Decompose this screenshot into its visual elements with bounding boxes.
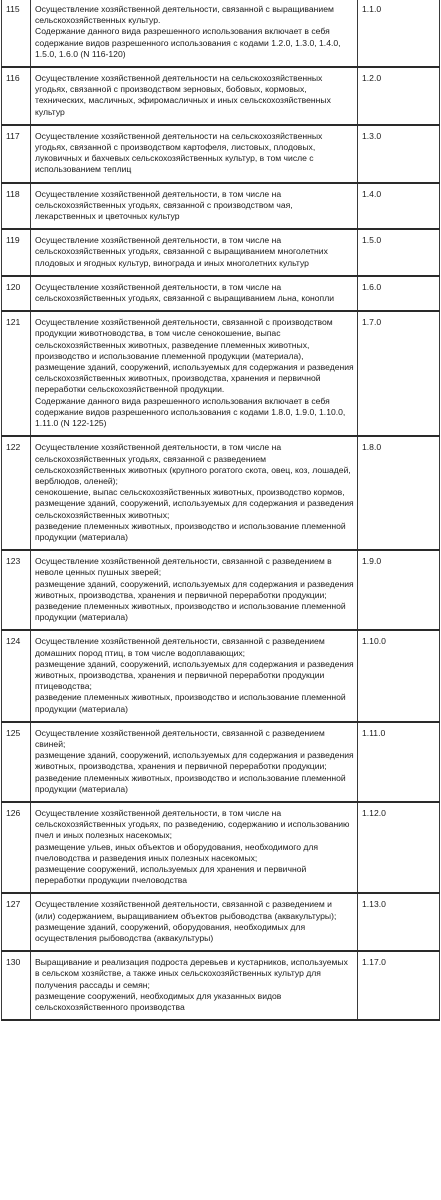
description-paragraph: Осуществление хозяйственной деятельности, в том числе на сельскохозяйственных угодьях, связанной с выращиванием льна, конопли	[35, 281, 335, 304]
description-paragraph: Осуществление хозяйственной деятельности, в том числе на сельскохозяйственных угодьях, связанной с производством чая, лекарственных и цветочных культур	[35, 188, 293, 222]
description-paragraph: Осуществление хозяйственной деятельности, связанной с разведением и (или) содержанием, выращиванием объектов рыбоводства (аквакультуры); размещение зданий, сооружений, оборудования, необходимых для осуществления рыбоводства (аквакультуры)	[35, 899, 337, 944]
table-row	[2, 802, 440, 893]
table-row	[2, 229, 440, 276]
row-code: 1.12.0	[358, 802, 440, 893]
row-number: 124	[2, 630, 31, 721]
row-description	[31, 802, 358, 893]
description-paragraph: разведение племенных животных, производство и использование племенной продукции (материала)	[35, 772, 346, 794]
row-number: 122	[2, 436, 31, 550]
table-row	[2, 722, 440, 802]
row-description	[31, 436, 358, 550]
description-paragraph: разведение племенных животных, производство и использование племенной продукции (материала)	[35, 520, 346, 542]
description-paragraph: Осуществление хозяйственной деятельности, в том числе на сельскохозяйственных угодьях, по разведению, содержанию и использованию пчел и иных полезных насекомых;	[35, 807, 350, 841]
row-number: 116	[2, 67, 31, 125]
description-paragraph: Осуществление хозяйственной деятельности, связанной с разведением свиней;	[35, 727, 325, 749]
row-code: 1.6.0	[358, 276, 440, 311]
land-use-table	[1, 0, 440, 1021]
row-number: 121	[2, 311, 31, 436]
row-description	[31, 550, 358, 630]
table-row	[2, 125, 440, 183]
row-code: 1.1.0	[358, 0, 440, 67]
row-description	[31, 722, 358, 802]
description-paragraph: Осуществление хозяйственной деятельности, связанной с производством продукции животноводства, в том числе сенокошение, выпас сельскохозяйственных животных, разведение племенных животных, производство и использование племенной продукции (материала), размещение зданий, сооружений, используемых для содержания и разведения сельскохозяйственных животных, производства, хранения и первичной переработки сельскохозяйственной продукции.	[35, 317, 354, 395]
row-code: 1.7.0	[358, 311, 440, 436]
description-paragraph: Осуществление хозяйственной деятельности, связанной с разведением в неволе ценных пушных зверей;	[35, 556, 332, 578]
table-row	[2, 0, 440, 67]
row-code: 1.8.0	[358, 436, 440, 550]
row-code: 1.3.0	[358, 125, 440, 183]
row-description	[31, 951, 358, 1020]
row-description	[31, 311, 358, 436]
row-description	[31, 67, 358, 125]
description-paragraph: Осуществление хозяйственной деятельности, в том числе на сельскохозяйственных угодьях, связанной с разведением сельскохозяйственных животных (крупного рогатого скота, овец, коз, лошадей, верблюдов, оленей);	[35, 442, 351, 486]
row-code: 1.11.0	[358, 722, 440, 802]
table-body	[2, 0, 440, 1020]
row-description	[31, 0, 358, 67]
row-number: 125	[2, 722, 31, 802]
row-description	[31, 276, 358, 311]
table-row	[2, 436, 440, 550]
row-number: 126	[2, 802, 31, 893]
table-row	[2, 550, 440, 630]
description-paragraph: размещение зданий, сооружений, используемых для содержания и разведения животных, производства, хранения и первичной переработки продукции;	[35, 578, 354, 600]
table-row	[2, 951, 440, 1020]
table-row	[2, 311, 440, 436]
row-code: 1.2.0	[358, 67, 440, 125]
description-paragraph: Осуществление хозяйственной деятельности, в том числе на сельскохозяйственных угодьях, связанной с выращиванием многолетних плодовых и ягодных культур, винограда и иных многолетних культур	[35, 235, 328, 268]
row-number: 130	[2, 951, 31, 1020]
table-row	[2, 183, 440, 230]
row-description	[31, 125, 358, 183]
description-paragraph: Осуществление хозяйственной деятельности, связанной с разведением домашних пород птиц, в том числе водоплавающих;	[35, 636, 325, 658]
description-paragraph: Осуществление хозяйственной деятельности, связанной с выращиванием сельскохозяйственных культур.	[35, 4, 334, 26]
description-paragraph: сенокошение, выпас сельскохозяйственных животных, производство кормов, размещение зданий, сооружений, используемых для содержания и разведения сельскохозяйственных животных;	[35, 487, 354, 520]
description-paragraph: Осуществление хозяйственной деятельности на сельскохозяйственных угодьях, связанной с производством картофеля, листовых, плодовых, луковичных и бахчевых сельскохозяйственных культур, в том числе с использованием теплиц	[35, 130, 323, 175]
row-description	[31, 630, 358, 721]
description-paragraph: размещение зданий, сооружений, используемых для содержания и разведения животных, производства, хранения и первичной переработки продукции;	[35, 750, 354, 772]
description-paragraph: Содержание данного вида разрешенного использования включает в себя содержание видов разрешенного использования с кодами 1.2.0, 1.3.0, 1.4.0, 1.5.0, 1.6.0 (N 116-120)	[35, 26, 341, 59]
description-paragraph: размещение ульев, иных объектов и оборудования, необходимого для пчеловодства и разведения иных полезных насекомых;	[35, 841, 319, 863]
table-row	[2, 276, 440, 311]
description-paragraph: размещение сооружений, необходимых для указанных видов сельскохозяйственного производства	[35, 990, 282, 1013]
row-number: 119	[2, 229, 31, 276]
row-code: 1.9.0	[358, 550, 440, 630]
row-code: 1.13.0	[358, 893, 440, 951]
row-code: 1.10.0	[358, 630, 440, 721]
row-code: 1.17.0	[358, 951, 440, 1020]
description-paragraph: разведение племенных животных, производство и использование племенной продукции (материала)	[35, 692, 346, 714]
description-paragraph: Осуществление хозяйственной деятельности на сельскохозяйственных угодьях, связанной с производством зерновых, бобовых, кормовых, технических, масличных, эфиромасличных и иных сельскохозяйственных культур	[35, 73, 331, 117]
row-code: 1.5.0	[358, 229, 440, 276]
description-paragraph: размещение сооружений, используемых для хранения и первичной переработки продукции пчеловодства	[35, 864, 307, 886]
row-description	[31, 229, 358, 276]
row-code: 1.4.0	[358, 183, 440, 230]
row-description	[31, 183, 358, 230]
description-paragraph: Выращивание и реализация подроста деревьев и кустарников, используемых в сельском хозяйстве, а также иных сельскохозяйственных культур для получения рассады и семян;	[35, 957, 348, 990]
table-row	[2, 630, 440, 721]
table-row	[2, 67, 440, 125]
row-number: 123	[2, 550, 31, 630]
description-paragraph: размещение зданий, сооружений, используемых для содержания и разведения животных, производства, хранения и первичной переработки продукции птицеводства;	[35, 658, 354, 692]
row-number: 117	[2, 125, 31, 183]
row-number: 120	[2, 276, 31, 311]
table-row	[2, 893, 440, 951]
row-number: 127	[2, 893, 31, 951]
row-number: 118	[2, 183, 31, 230]
row-description	[31, 893, 358, 951]
description-paragraph: разведение племенных животных, производство и использование племенной продукции (материала)	[35, 600, 346, 623]
description-paragraph: Содержание данного вида разрешенного использования включает в себя содержание видов разрешенного использования с кодами 1.8.0, 1.9.0, 1.10.0, 1.11.0 (N 122-125)	[35, 395, 346, 429]
row-number: 115	[2, 0, 31, 67]
